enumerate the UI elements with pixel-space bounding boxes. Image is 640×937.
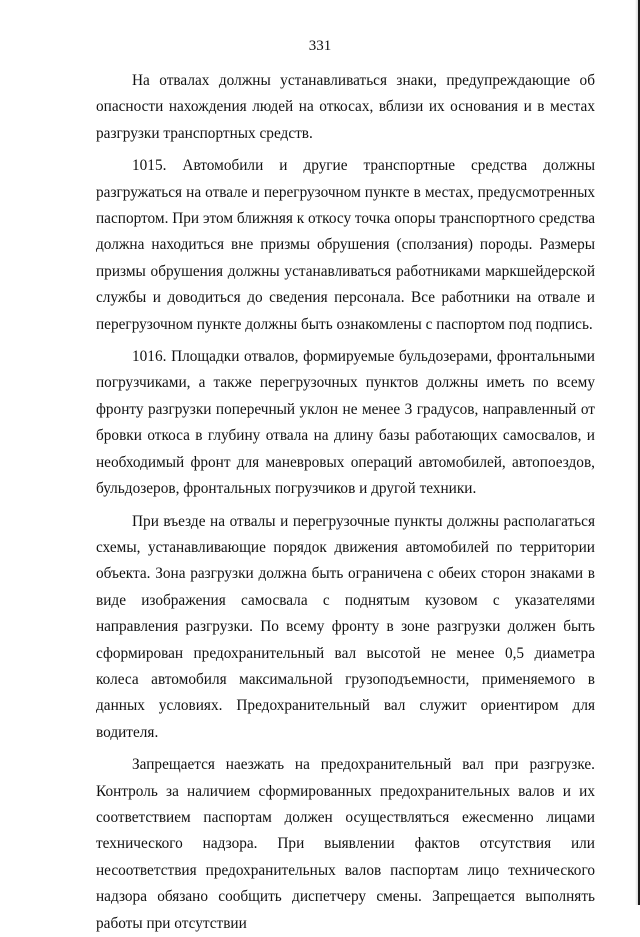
document-body — [96, 68, 595, 937]
paragraph-signs-on-dumps: На отвалах должны устанавливаться знаки, предупреждающие об опасности нахождения людей на откосах, вблизи их основания и в местах разгрузки транспортных средств. — [96, 72, 595, 142]
page-number: 331 — [308, 38, 332, 54]
paragraph-1015: 1015. Автомобили и другие транспортные средства должны разгружаться на отвале и перегрузочном пункте в местах, предусмотренных паспортом. При этом ближняя к откосу точка опоры транспортного средства должна находиться вне призмы обрушения (сползания) породы. Размеры призмы обрушения должны устанавливаться работниками маркшейдерской службы и доводиться до сведения персонала. Все работники на отвале и перегрузочном пункте должны быть ознакомлены с паспортом под подпись. — [96, 157, 595, 333]
paragraph-safety-berm: Запрещается наезжать на предохранительный вал при разгрузке. Контроль за наличием сформированных предохранительных валов и их соответствием паспортам должен осуществляться ежесменно лицами технического надзора. При выявлении фактов отсутствия или несоответствия предохранительных валов паспортам лицо технического надзора обязано сообщить диспетчеру смены. Запрещается выполнять работы при отсутствии — [96, 756, 595, 932]
paragraph-1016: 1016. Площадки отвалов, формируемые бульдозерами, фронтальными погрузчиками, а также перегрузочных пунктов должны иметь по всему фронту разгрузки поперечный уклон не менее 3 градусов, направленный от бровки откоса в глубину отвала на длину базы работающих самосвалов, и необходимый фронт для маневровых операций автомобилей, автопоездов, бульдозеров, фронтальных погрузчиков и другой техники. — [96, 348, 595, 498]
paragraph-entry-schemes: При въезде на отвалы и перегрузочные пункты должны располагаться схемы, устанавливающие порядок движения автомобилей по территории объекта. Зона разгрузки должна быть ограничена с обеих сторон знаками в виде изображения самосвала с поднятым кузовом с указателями направления разгрузки. По всему фронту в зоне разгрузки должен быть сформирован предохранительный вал высотой не менее 0,5 диаметра колеса автомобиля максимальной грузоподъемности, применяемого в данных условиях. Предохранительный вал служит ориентиром для водителя. — [96, 512, 595, 741]
